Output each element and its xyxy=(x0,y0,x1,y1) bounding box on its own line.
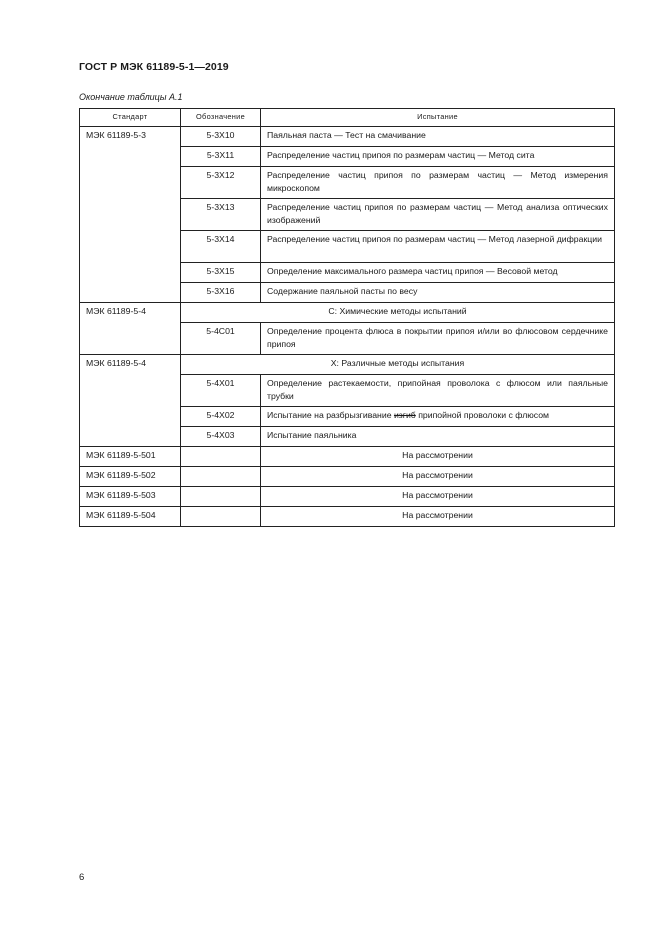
table-row xyxy=(80,355,615,375)
code-cell: 5-4X03 xyxy=(181,427,261,447)
code-cell xyxy=(181,507,261,527)
group-heading-cell: С: Химические методы испытаний xyxy=(181,303,615,323)
code-cell xyxy=(181,467,261,487)
page-number: 6 xyxy=(79,872,85,883)
test-text-part: Испытание на разбрызгивание xyxy=(267,410,394,420)
code-cell: 5-3X15 xyxy=(181,263,261,283)
table-row xyxy=(80,447,615,467)
status-cell: На рассмотрении xyxy=(261,467,615,487)
test-cell: Определение процента флюса в покрытии припоя и/или во флюсовом сердечнике припоя xyxy=(261,323,615,355)
test-cell: Распределение частиц припоя по размерам частиц — Метод анализа оптических изображений xyxy=(261,199,615,231)
standard-cell: МЭК 61189-5-4 xyxy=(80,355,181,447)
table-row xyxy=(80,127,615,147)
code-cell: 5-3X11 xyxy=(181,147,261,167)
column-header-standard: Стандарт xyxy=(80,109,181,127)
code-cell: 5-3X14 xyxy=(181,231,261,263)
test-cell: Испытание паяльника xyxy=(261,427,615,447)
table-row xyxy=(80,467,615,487)
test-cell xyxy=(261,407,615,427)
table-row xyxy=(80,507,615,527)
table-header-row xyxy=(80,109,615,127)
struck-text: изгиб xyxy=(393,410,416,420)
standard-cell: МЭК 61189-5-4 xyxy=(80,303,181,355)
test-cell: Распределение частиц припоя по размерам частиц — Метод измерения микроскопом xyxy=(261,167,615,199)
status-cell: На рассмотрении xyxy=(261,507,615,527)
code-cell: 5-3X13 xyxy=(181,199,261,231)
code-cell: 5-4C01 xyxy=(181,323,261,355)
status-cell: На рассмотрении xyxy=(261,447,615,467)
test-cell: Определение максимального размера частиц припоя — Весовой метод xyxy=(261,263,615,283)
test-cell: Распределение частиц припоя по размерам частиц — Метод сита xyxy=(261,147,615,167)
document-header: ГОСТ Р МЭК 61189-5-1—2019 xyxy=(79,61,229,73)
test-cell: Содержание паяльной пасты по весу xyxy=(261,283,615,303)
group-heading-cell: X: Различные методы испытания xyxy=(181,355,615,375)
column-header-test: Испытание xyxy=(261,109,615,127)
table-caption: Окончание таблицы А.1 xyxy=(79,92,183,102)
standard-cell: МЭК 61189-5-502 xyxy=(80,467,181,487)
test-text-part: припойной проволоки с флюсом xyxy=(415,410,550,420)
test-cell: Определение растекаемости, припойная проволока с флюсом или паяльные трубки xyxy=(261,375,615,407)
column-header-code: Обозначение xyxy=(181,109,261,127)
standard-cell: МЭК 61189-5-501 xyxy=(80,447,181,467)
table-row xyxy=(80,303,615,323)
code-cell: 5-3X16 xyxy=(181,283,261,303)
test-cell: Распределение частиц припоя по размерам частиц — Метод лазерной дифракции xyxy=(261,231,615,263)
code-cell xyxy=(181,447,261,467)
code-cell xyxy=(181,487,261,507)
table-row xyxy=(80,487,615,507)
code-cell: 5-3X10 xyxy=(181,127,261,147)
standard-cell: МЭК 61189-5-504 xyxy=(80,507,181,527)
standards-table xyxy=(79,108,615,527)
status-cell: На рассмотрении xyxy=(261,487,615,507)
code-cell: 5-4X01 xyxy=(181,375,261,407)
code-cell: 5-4X02 xyxy=(181,407,261,427)
standard-cell: МЭК 61189-5-503 xyxy=(80,487,181,507)
code-cell: 5-3X12 xyxy=(181,167,261,199)
standard-cell: МЭК 61189-5-3 xyxy=(80,127,181,303)
test-cell: Паяльная паста — Тест на смачивание xyxy=(261,127,615,147)
